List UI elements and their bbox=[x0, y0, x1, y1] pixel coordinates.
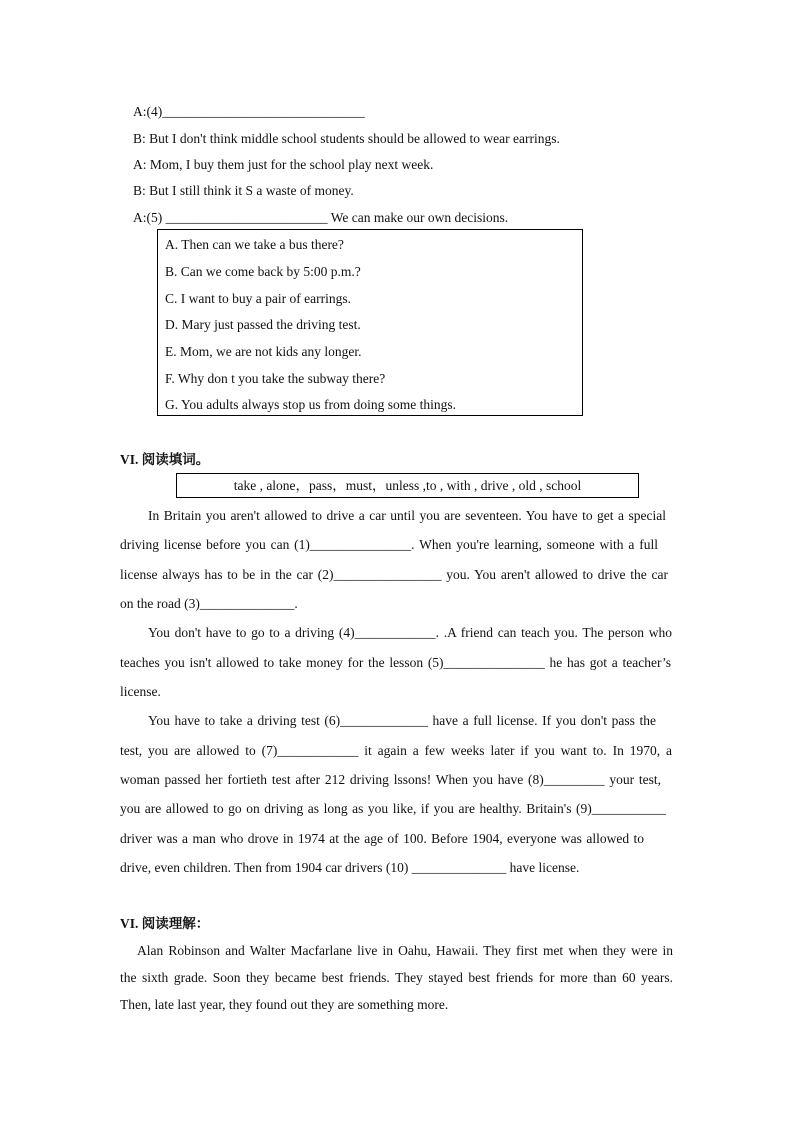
paragraph-line: teaches you isn't allowed to take money for the lesson (5)_______________ he has got a teacher’s bbox=[120, 655, 671, 670]
paragraph-line: driving license before you can (1)_______________. When you're learning, someone with a full bbox=[120, 537, 658, 552]
dialogue-line: A:(5) ________________________ We can make our own decisions. bbox=[133, 210, 509, 225]
dialogue-line: A:(4)______________________________ bbox=[133, 104, 365, 119]
option-item: C. I want to buy a pair of earrings. bbox=[165, 291, 351, 306]
option-item: F. Why don t you take the subway there? bbox=[165, 371, 386, 386]
paragraph-line: test, you are allowed to (7)____________ it again a few weeks later if you want to. In 1970, a bbox=[120, 743, 672, 758]
paragraph-line: license. bbox=[120, 684, 161, 699]
paragraph-line: You have to take a driving test (6)_____________ have a full license. If you don't pass the bbox=[148, 713, 656, 728]
option-item: A. Then can we take a bus there? bbox=[165, 237, 344, 252]
section-heading: VI. 阅读填词。 bbox=[120, 452, 210, 467]
option-item: D. Mary just passed the driving test. bbox=[165, 317, 361, 332]
paragraph-line: drive, even children. Then from 1904 car drivers (10) ______________ have license. bbox=[120, 860, 580, 875]
option-item: G. You adults always stop us from doing some things. bbox=[165, 397, 457, 412]
paragraph-line: on the road (3)______________. bbox=[120, 596, 298, 611]
paragraph-line: Alan Robinson and Walter Macfarlane live in Oahu, Hawaii. They first met when they were in bbox=[137, 943, 673, 958]
word-bank-box bbox=[176, 473, 639, 498]
options-box bbox=[157, 229, 583, 416]
paragraph-line: You don't have to go to a driving (4)____________. .A friend can teach you. The person who bbox=[148, 625, 672, 640]
paragraph-line: the sixth grade. Soon they became best friends. They stayed best friends for more than 60 years. bbox=[120, 970, 673, 985]
section-heading: VI. 阅读理解： bbox=[120, 916, 210, 931]
dialogue-line: B: But I don't think middle school students should be allowed to wear earrings. bbox=[133, 131, 560, 146]
option-item: E. Mom, we are not kids any longer. bbox=[165, 344, 362, 359]
dialogue-line: A: Mom, I buy them just for the school play next week. bbox=[133, 157, 434, 172]
paragraph-line: driver was a man who drove in 1974 at the age of 100. Before 1904, everyone was allowed to bbox=[120, 831, 644, 846]
paragraph-line: In Britain you aren't allowed to drive a car until you are seventeen. You have to get a special bbox=[148, 508, 666, 523]
paragraph-line: woman passed her fortieth test after 212 driving lssons! When you have (8)_________ your test, bbox=[120, 772, 661, 787]
paragraph-line: you are allowed to go on driving as long as you like, if you are healthy. Britain's (9)___________ bbox=[120, 801, 666, 816]
paragraph-line: license always has to be in the car (2)________________ you. You aren't allowed to drive the car bbox=[120, 567, 668, 582]
word-bank-text: take , alone，pass，must，unless ,to , with , drive , old , school bbox=[233, 478, 582, 493]
dialogue-line: B: But I still think it S a waste of money. bbox=[133, 183, 354, 198]
option-item: B. Can we come back by 5:00 p.m.? bbox=[165, 264, 361, 279]
paragraph-line: Then, late last year, they found out they are something more. bbox=[120, 997, 449, 1012]
